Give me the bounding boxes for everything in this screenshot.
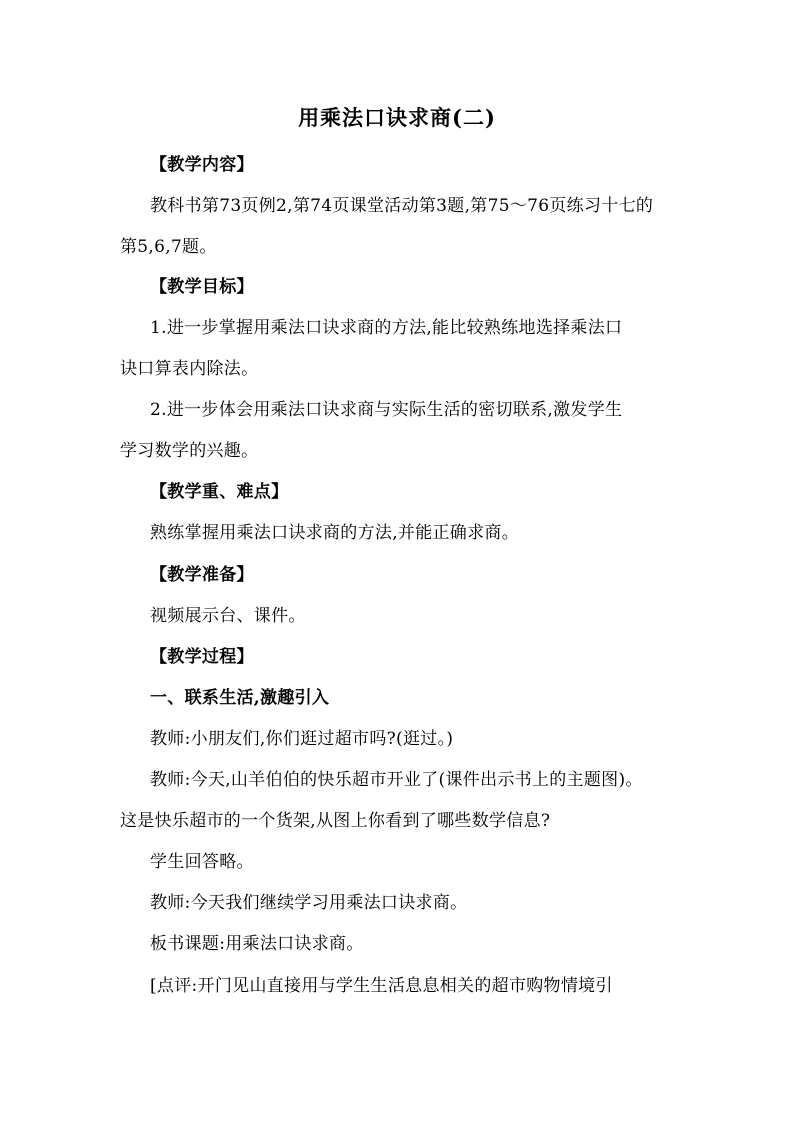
step1-heading: 一、联系生活,激趣引入 bbox=[150, 688, 330, 708]
paragraph-5: 板书课题:用乘法口诀求商。 bbox=[150, 934, 364, 954]
section-heading-keypoints: 【教学重、难点】 bbox=[150, 482, 289, 502]
section-heading-goals: 【教学目标】 bbox=[150, 277, 254, 297]
goal1-line2: 诀口算表内除法。 bbox=[120, 359, 259, 379]
prep-text: 视频展示台、课件。 bbox=[150, 606, 306, 626]
section-heading-process: 【教学过程】 bbox=[150, 647, 254, 667]
section-heading-prep: 【教学准备】 bbox=[150, 565, 254, 585]
paragraph-6: [点评:开门见山直接用与学生生活息息相关的超市购物情境引 bbox=[150, 976, 613, 996]
keypoints-text: 熟练掌握用乘法口诀求商的方法,并能正确求商。 bbox=[150, 523, 520, 543]
document-title: 用乘法口诀求商(二) bbox=[298, 105, 496, 130]
content-text-line2: 第5,6,7题。 bbox=[120, 237, 217, 257]
goal2-line2: 学习数学的兴趣。 bbox=[120, 441, 259, 461]
goal1-line1: 1.进一步掌握用乘法口诀求商的方法,能比较熟练地选择乘法口 bbox=[150, 318, 623, 338]
goal2-line1: 2.进一步体会用乘法口诀求商与实际生活的密切联系,激发学生 bbox=[150, 400, 623, 420]
paragraph-1: 教师:小朋友们,你们逛过超市吗?(逛过。) bbox=[150, 729, 454, 749]
content-text-line1: 教科书第73页例2,第74页课堂活动第3题,第75～76页练习十七的 bbox=[150, 196, 654, 216]
paragraph-2-line2: 这是快乐超市的一个货架,从图上你看到了哪些数学信息? bbox=[120, 811, 551, 831]
paragraph-3: 学生回答略。 bbox=[150, 852, 254, 872]
section-heading-content: 【教学内容】 bbox=[150, 155, 254, 175]
paragraph-2-line1: 教师:今天,山羊伯伯的快乐超市开业了(课件出示书上的主题图)。 bbox=[150, 770, 643, 790]
paragraph-4: 教师:今天我们继续学习用乘法口诀求商。 bbox=[150, 893, 468, 913]
